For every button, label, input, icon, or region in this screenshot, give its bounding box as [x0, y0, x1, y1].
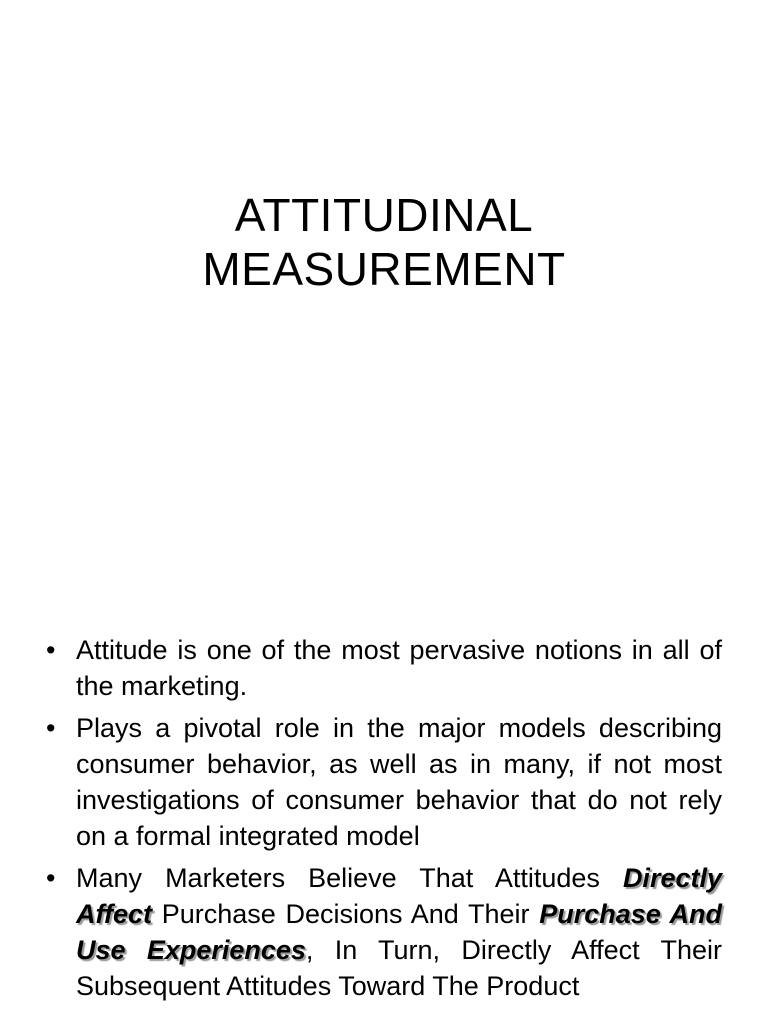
bullet-text-1: Attitude is one of the most pervasive notions in all of the marketing.: [76, 635, 722, 701]
bullet-text-3-part-2: Purchase Decisions And Their: [152, 899, 540, 929]
title-line-2: MEASUREMENT: [202, 243, 566, 295]
title-line-1: ATTITUDINAL: [234, 189, 534, 241]
bullet-text-3-part-3: , In Turn, Directly Affect Their Subsequent Attitudes Toward The Product: [76, 935, 722, 1001]
emphasis-directly-affect: Directly Affect: [76, 863, 722, 929]
bullet-item-3: [46, 860, 722, 1004]
slide-title: [0, 188, 768, 296]
bullet-item-1: [46, 632, 722, 704]
bullet-marker: •: [46, 863, 56, 893]
bullet-text-2: Plays a pivotal role in the major models describing consumer behavior, as well as in many, if not most investigations of consumer behavior that do not rely on a formal integrated model: [76, 713, 722, 851]
bullet-item-2: [46, 710, 722, 854]
bullet-marker: •: [46, 635, 56, 665]
bullet-text-3-part-1: Many Marketers Believe That Attitudes: [76, 863, 623, 893]
emphasis-purchase-and-use: Purchase And Use Experiences: [76, 899, 722, 965]
bullet-list: [46, 632, 722, 1010]
bullet-marker: •: [46, 713, 56, 743]
